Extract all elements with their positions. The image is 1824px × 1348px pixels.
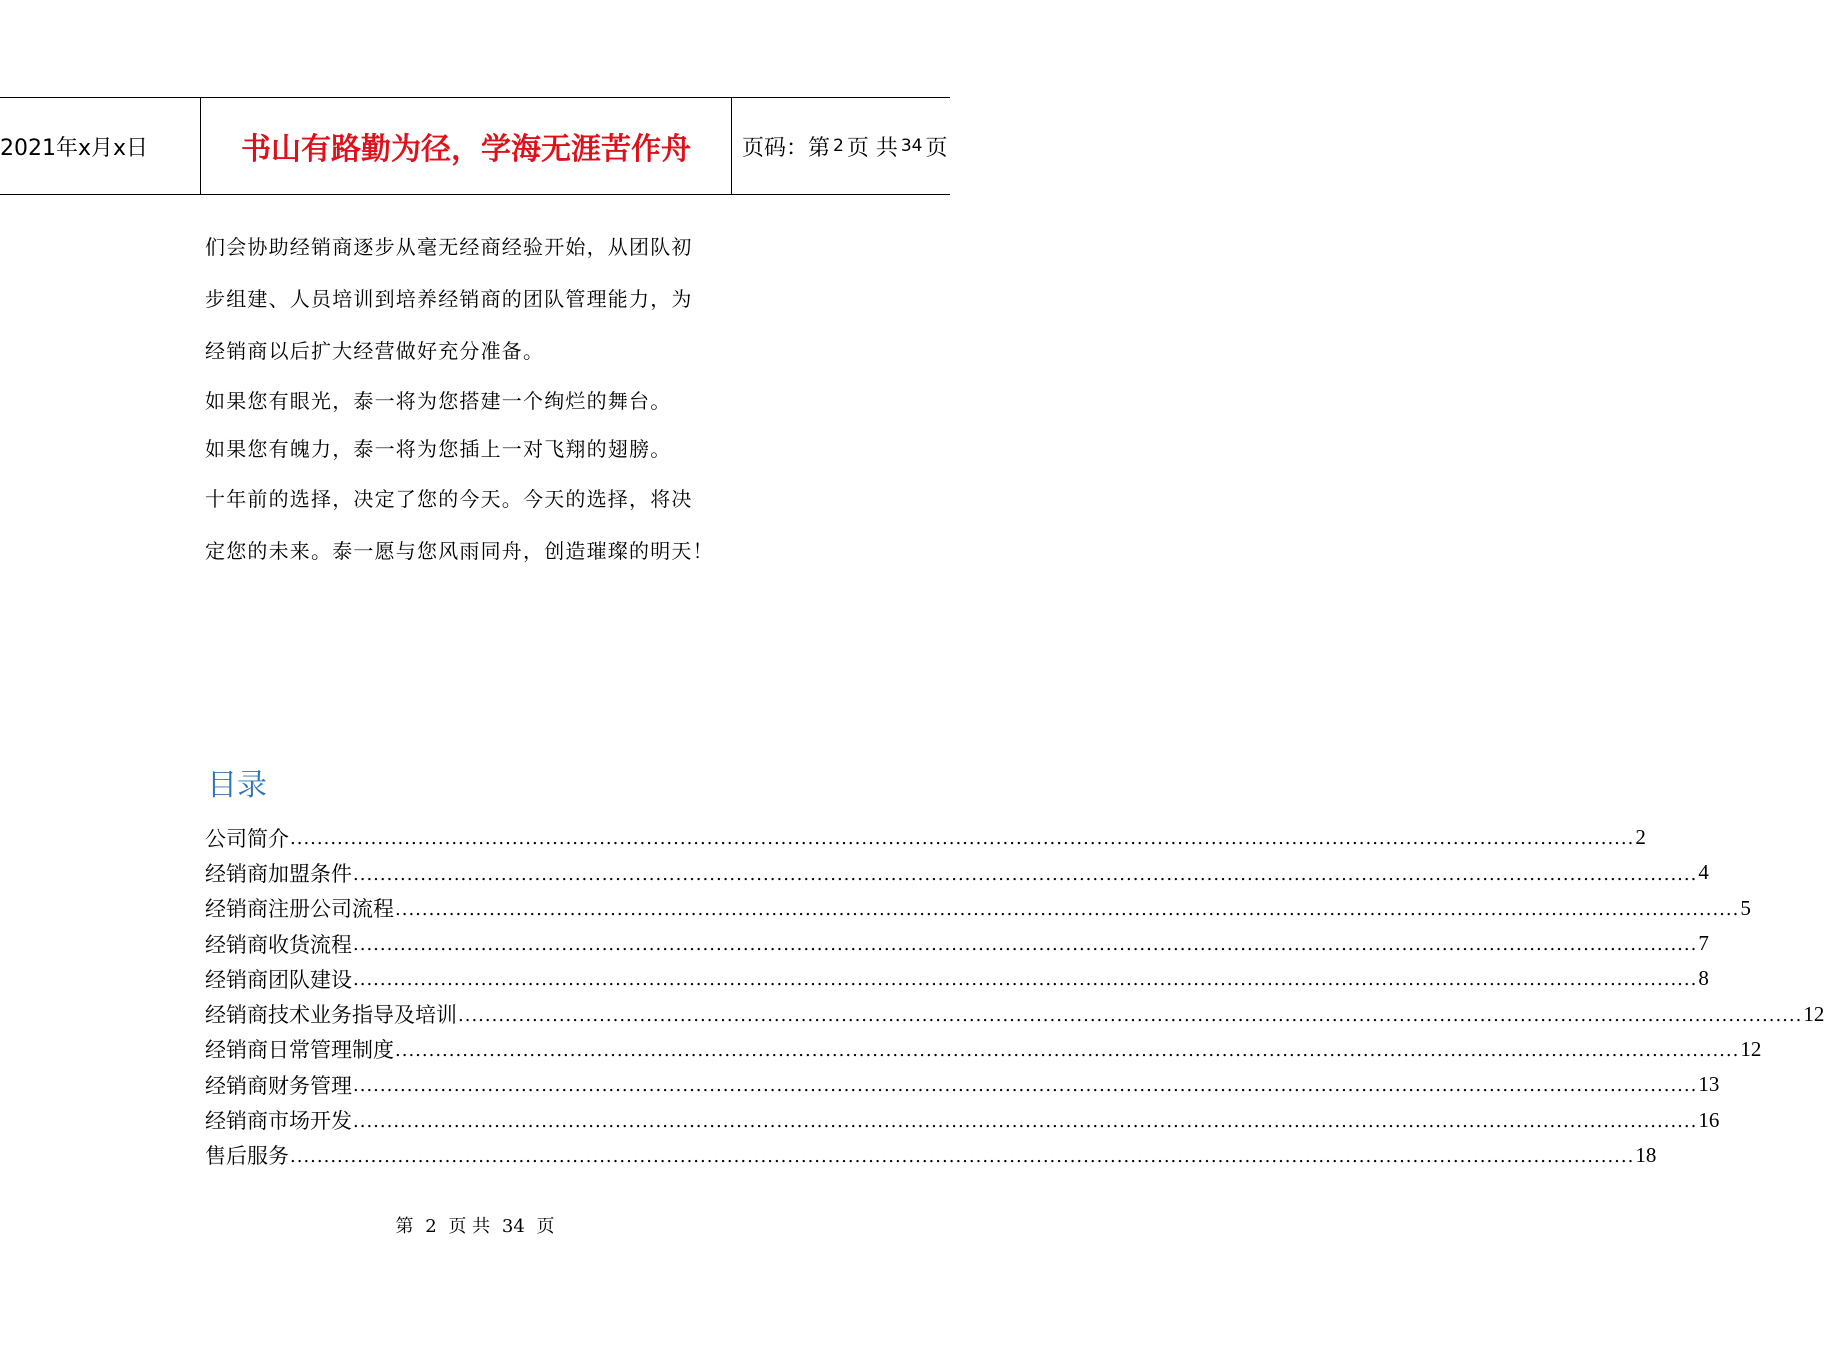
header-motto: 书山有路勤为径，学海无涯苦作舟 (200, 98, 732, 194)
toc-entry-page: 8 (1698, 966, 1709, 991)
toc-leader-dots: ........................................................................................................................................................................................................ (353, 1110, 1698, 1132)
footer-page-number: 2 (425, 1216, 437, 1237)
footer-total-pages: 34 (501, 1216, 525, 1237)
header-total-pages: 34 (900, 136, 923, 156)
toc-leader-dots: ........................................................................................................................................................................................................ (353, 969, 1698, 991)
footer-suffix: 页 (536, 1216, 555, 1237)
toc-leader-dots: ........................................................................................................................................................................................................ (353, 934, 1698, 956)
toc-entry[interactable] (205, 926, 1709, 961)
toc-leader-dots: ........................................................................................................................................................................................................ (458, 1004, 1803, 1026)
toc-leader-dots: ........................................................................................................................................................................................................ (395, 1040, 1740, 1062)
toc-entry-label: 售后服务 (205, 1144, 289, 1169)
toc-entry[interactable] (205, 855, 1709, 890)
toc-entry-page: 2 (1635, 825, 1646, 850)
toc-entry-label: 经销商财务管理 (205, 1073, 352, 1098)
header-page-number: 2 (833, 136, 844, 156)
toc-entry-page: 7 (1698, 931, 1709, 956)
footer-prefix: 第 (395, 1216, 414, 1237)
paragraph-line: 十年前的选择，决定了您的今天。今天的选择，将决 (205, 487, 693, 511)
page-footer (0, 1212, 950, 1238)
page-header (0, 97, 950, 195)
paragraph-line: 如果您有眼光，泰一将为您搭建一个绚烂的舞台。 (205, 389, 672, 413)
header-page-label: 页码：第 (742, 135, 831, 161)
toc-leader-dots: ........................................................................................................................................................................................................ (290, 828, 1635, 850)
toc-entry-page: 12 (1740, 1036, 1762, 1061)
toc-entry-page: 13 (1698, 1072, 1720, 1097)
paragraph-line: 经销商以后扩大经营做好充分准备。 (205, 339, 545, 363)
footer-mid: 页 共 (448, 1216, 491, 1237)
toc-entry-label: 经销商加盟条件 (205, 861, 352, 886)
toc-entry-label: 经销商技术业务指导及培训 (205, 1003, 457, 1028)
toc-entry[interactable] (205, 996, 1824, 1031)
toc-entry-page: 5 (1740, 895, 1751, 920)
intro-block (205, 221, 750, 577)
toc-entry-page: 16 (1698, 1107, 1720, 1132)
toc-entry[interactable] (205, 1067, 1720, 1102)
toc-entry-page: 4 (1698, 860, 1709, 885)
toc-entry-label: 经销商市场开发 (205, 1109, 352, 1134)
toc-entry-label: 公司简介 (205, 826, 289, 851)
paragraph-line: 如果您有魄力，泰一将为您插上一对飞翔的翅膀。 (205, 437, 672, 461)
toc-leader-dots: ........................................................................................................................................................................................................ (353, 1075, 1698, 1097)
header-page-mid: 页 共 (846, 135, 898, 161)
toc-title: 目录 (207, 768, 267, 803)
toc-entry[interactable] (205, 1032, 1762, 1067)
toc-entry-label: 经销商注册公司流程 (205, 897, 394, 922)
toc-entry-page: 12 (1803, 1001, 1824, 1026)
toc-entry-label: 经销商团队建设 (205, 967, 352, 992)
paragraph-line: 定您的未来。泰一愿与您风雨同舟，创造璀璨的明天！ (205, 539, 714, 563)
toc-leader-dots: ........................................................................................................................................................................................................ (395, 898, 1740, 920)
table-of-contents (205, 820, 1824, 1173)
toc-entry-page: 18 (1635, 1142, 1657, 1167)
header-page-info (742, 98, 950, 194)
header-date: 2021年x月x日 (0, 135, 149, 161)
toc-entry-label: 经销商日常管理制度 (205, 1038, 394, 1063)
toc-leader-dots: ........................................................................................................................................................................................................ (353, 863, 1698, 885)
header-page-end: 页 (925, 135, 948, 161)
paragraph-line: 们会协助经销商逐步从毫无经商经验开始，从团队初 (205, 235, 693, 259)
paragraph-line: 步组建、人员培训到培养经销商的团队管理能力，为 (205, 287, 693, 311)
toc-entry[interactable] (205, 891, 1751, 926)
toc-entry[interactable] (205, 1102, 1720, 1137)
toc-entry-label: 经销商收货流程 (205, 932, 352, 957)
toc-entry[interactable] (205, 820, 1646, 855)
toc-leader-dots: ........................................................................................................................................................................................................ (290, 1145, 1635, 1167)
toc-entry[interactable] (205, 1138, 1657, 1173)
toc-entry[interactable] (205, 961, 1709, 996)
